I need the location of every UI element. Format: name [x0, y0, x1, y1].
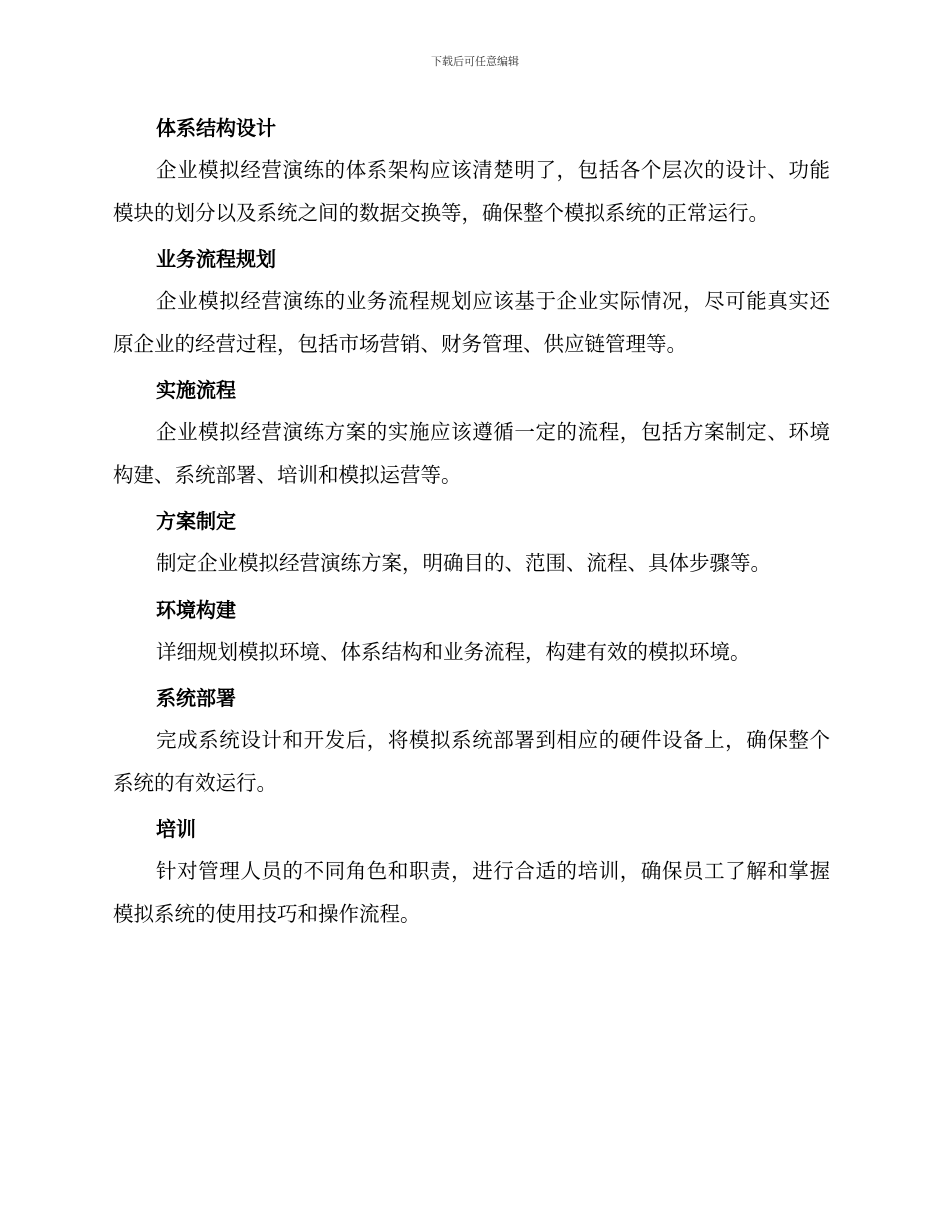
section-paragraph: 详细规划模拟环境、体系结构和业务流程，构建有效的模拟环境。 [156, 639, 751, 664]
section-plan-formulation [113, 500, 830, 585]
section-implementation-process [113, 369, 830, 496]
section-system-deployment [113, 677, 830, 804]
section-paragraph: 制定企业模拟经营演练方案，明确目的、范围、流程、具体步骤等。 [156, 551, 771, 575]
section-paragraph: 完成系统设计和开发后，将模拟系统部署到相应的硬件设备上，确保整个系统的有效运行。 [113, 728, 830, 795]
section-paragraph: 企业模拟经营演练方案的实施应该遵循一定的流程，包括方案制定、环境构建、系统部署、培训和模拟运营等。 [113, 420, 830, 487]
section-architecture-design [113, 107, 830, 234]
section-heading: 环境构建 [156, 597, 236, 622]
section-environment-construction [113, 589, 830, 674]
section-training [113, 808, 830, 935]
section-paragraph: 针对管理人员的不同角色和职责，进行合适的培训，确保员工了解和掌握模拟系统的使用技巧和操作流程。 [113, 859, 830, 926]
section-heading: 体系结构设计 [156, 116, 276, 140]
section-heading: 业务流程规划 [156, 247, 276, 271]
section-heading: 系统部署 [156, 686, 236, 710]
section-paragraph: 企业模拟经营演练的体系架构应该清楚明了，包括各个层次的设计、功能模块的划分以及系统之间的数据交换等，确保整个模拟系统的正常运行。 [113, 158, 830, 225]
page-header: 下载后可任意编辑 [431, 55, 519, 68]
section-heading: 方案制定 [156, 509, 236, 533]
document-content [113, 107, 830, 939]
section-paragraph: 企业模拟经营演练的业务流程规划应该基于企业实际情况，尽可能真实还原企业的经营过程，包括市场营销、财务管理、供应链管理等。 [113, 289, 830, 356]
section-business-process-planning [113, 238, 830, 365]
section-heading: 培训 [156, 817, 196, 841]
section-heading: 实施流程 [156, 378, 236, 402]
